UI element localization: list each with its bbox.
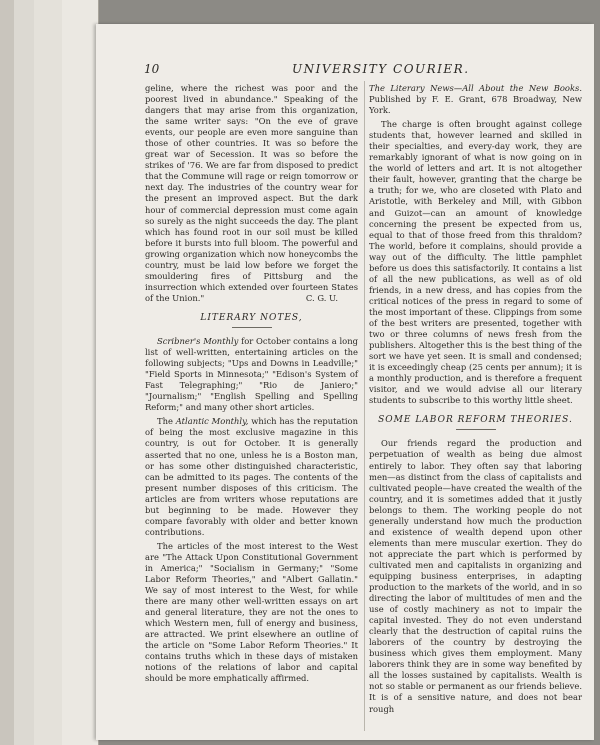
magazine-name: Scribner's Monthly (157, 336, 239, 347)
newspaper-page (96, 24, 594, 740)
section-heading-text: SOME LABOR REFORM THEORIES. (378, 415, 573, 426)
paragraph-atlantic (145, 416, 358, 538)
article-continuation: geline, where the richest was poor and the poorest lived in abundance." Speaking of the dangers that may arise from this organization, the same writer says: "On the eve of grave events, our people are even more sanguine than those of other countries. It was so before the great war of Secession. It was so before the strikes of '76. We are far from disposed to predict that the Commune will rage or reign tomorrow or next day. The industries of the country wear for the present an improved aspect. But the dark hour of commercial depression must come again so surely as the night succeeds the day. The plant which has found root in our soil must be killed before it bursts into full bloom. The powerful and growing organization which now honeycombs the country, must be laid low before we forget the smouldering fires of Pittsburg and the insurrection which extended over fourteen States of the Union." (145, 83, 358, 303)
section-heading-labor-reform (369, 415, 582, 430)
page-edge (34, 0, 65, 745)
paragraph-text: for October contains a long list of well-written, entertaining articles on the following subjects; "Ups and Downs in Leadville;" "Field Sports in Minnesota;" "Edison's System of Fast Telegraphing;" "Rio de Janiero;" "Journalism;" "English Spelling and Spelling Reform;" and many other short articles. (145, 336, 358, 413)
paragraph-text: The (157, 416, 176, 427)
paragraph-text: Published by F. E. Grant, 678 Broadway, New York. (369, 94, 582, 116)
page-header (144, 62, 584, 78)
paragraph-articles: The articles of the most interest to the West are "The Attack Upon Constitutional Government in America;" "Socialism in Germany;" "Some Labor Reform Theories," and "Albert Gallatin." We say of most interest to the West, for while there are many other well-written essays on art and general literature, they are not the ones to which Western men, full of energy and business, are attracted. We print elsewhere an outline of the article on "Some Labor Reform Theories." It contains truths which in these days of mistaken notions of the relations of labor and capital should be more emphatically affirmed. (145, 540, 358, 684)
right-column (369, 83, 582, 715)
paragraph-labor: Our friends regard the production and perpetuation of wealth as being due almost entirely to labor. They often say that laboring men—as distinct from the class of capitalists and cultivated people—have created the wealth of the country, and it is sometimes added that it justly belongs to them. The working people do not generally understand how much the production and existence of wealth depend upon other elements than mere muscular exertion. They do not appreciate the part which is performed by cultivated men and capitalists in organizing and equipping business enterprises, in adapting production to the markets of the world, and in so directing the labor of multitudes of men and the use of costly machinery as not to impair the capital invested. They do not even understand clearly that the destruction of capital ruins the laborers of the country by destroying the business which gives them employment. Many laborers think they are in some way benefited by all the losses sustained by capitalists. Wealth is not so stable or permanent as our friends believe. It is of a sensitive nature, and does not bear rough (369, 438, 582, 714)
heading-underline (232, 327, 272, 328)
heading-underline (456, 429, 496, 430)
paragraph-college-students: The charge is often brought against college students that, however learned and skilled in their specialties, and every-day work, they are remarkably ignorant of what is now going on in the world of letters and art. It is not altogether their fault, however, granting that the charge be a truth; for we, who are closeted with Plato and Aristotle, with Berkeley and Mill, with Gibbon and Guizot—can an amount of knowledge concerning the present be expected from us, equal to that of those freed from this thraldom? The world, before it complains, should provide a way out of the difficulty. The little pamphlet before us does this satisfactorily. It contains a list of all the new publications, as well as of old friends, in a new dress, and has copies from the critical notices of the press in regard to some of the most important of these. Clippings from some of the best writers are presented, together with two or three columns of news fresh from the publishers. Altogether this is the best thing of the sort we have yet seen. It is small and condensed; it is exceedingly cheap (25 cents per annum); it is a monthly production, and is therefore a frequent visitor, and we would advise all our literary students to subscribe to this worthy little sheet. (369, 119, 582, 406)
paragraph-scribners (145, 336, 358, 413)
publication-title: UNIVERSITY COURIER. (292, 62, 470, 76)
section-heading-literary-notes (145, 313, 358, 328)
page-edge (62, 0, 99, 745)
page-number: 10 (144, 62, 160, 76)
paragraph-literary-news (369, 83, 582, 116)
publication-name: The Literary News—All About the New Books. (369, 83, 582, 93)
left-column (145, 83, 358, 684)
magazine-name: Atlantic Monthly, (175, 416, 249, 427)
author-signature: C. G. U. (305, 292, 338, 303)
column-divider (364, 81, 365, 731)
paragraph-text: which has the reputation of being the most exclusive magazine in this country, is out for October. It is generally asserted that no one, unless he is a Boston man, or has some other distinguished characteristic, can be admitted to its pages. The contents of the present number disposes of this criticism. The articles are from writers whose reputations are but beginning to be made. However they compare favorably with older and better known contributions. (145, 416, 358, 537)
section-heading-text: LITERARY NOTES, (200, 312, 303, 323)
